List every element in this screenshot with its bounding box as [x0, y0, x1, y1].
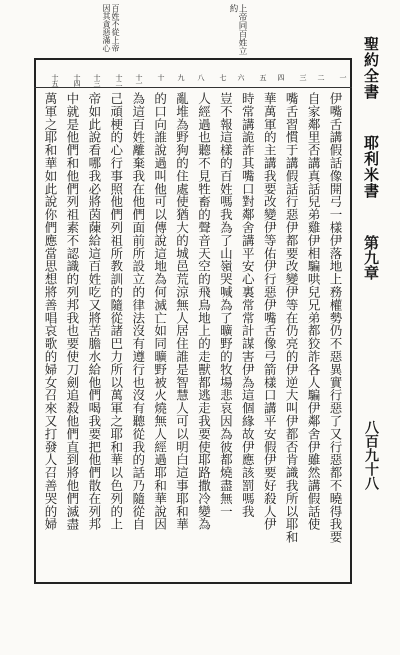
line-number: 十	[157, 74, 165, 80]
line-number: 六	[237, 74, 245, 80]
text-column: 時常講詭詐其嘴口對鄰舍講平安心裏常常計謀害伊為這個緣故伊應該罰嗎我	[240, 92, 256, 518]
text-column: 華萬軍的主講我要改變伊等佑伊行惡伊嘴舌像弓箭樣口講平安假伊要好殺人伊	[262, 92, 278, 531]
text-column: 帝如此說看哪我必將茵蔯給這百姓吃又將苦膽水給他們喝我要把他們散在列邦	[86, 92, 102, 531]
line-number: 四	[277, 74, 285, 80]
text-column: 自家鄰里否講真話兒弟雞伊相騙哄兒兄弟都狡詐各人騙伊鄰舍伊雖然講假話使	[306, 92, 322, 531]
chapter-label: 第九章	[362, 235, 380, 280]
line-number: 一	[339, 74, 347, 80]
header-note-covenant: 上帝同百姓立約	[228, 4, 247, 55]
page-number: 八百九十八	[363, 420, 379, 490]
line-number: 十五	[51, 74, 59, 86]
text-column: 萬軍之耶和華如此說你們應當思想將善唱哀歌的婦女召來又打發人召善哭的婦	[43, 92, 58, 531]
line-number: 三	[299, 74, 307, 80]
text-column: 亂堆為野狗的住處使猶大的城邑荒涼無人居住誰是智慧人可以明白這事耶和華	[174, 92, 190, 531]
line-number: 七	[219, 74, 227, 80]
line-number: 五	[259, 74, 267, 80]
line-number: 二	[317, 74, 325, 80]
book-title: 聖約全書	[362, 36, 380, 100]
text-column: 的口向誰說過叫他可以傳說這地為何滅亡如同曠野被火燒無人經過耶和華說因	[152, 92, 168, 531]
text-column: 豈不報這樣的百姓嗎我為了山嶺哭喊為了曠野的牧場悲哀因為彼都燒盡無一	[218, 92, 234, 518]
line-number: 十三	[93, 74, 101, 86]
line-number: 九	[177, 74, 185, 80]
text-column: 為這百姓離棄我在他們面前所設立的律法沒有遵行也沒有聽從我的話乃隨從自	[130, 92, 146, 531]
text-column: 中就是他們和他們列祖素不認識的列邦我也要使刀劍追殺他們直到將他們滅盡	[64, 92, 80, 531]
text-column: 人經過也聽不見牲畜的聲音天空的飛鳥地上的走獸都逃走我要使耶路撒冷變為	[196, 92, 212, 531]
line-number: 十二	[115, 74, 123, 86]
text-column: 伊嘴舌講假話像開弓一樣伊落地上務權勢仍不惡異實行惡了又行惡都不曉得我要	[327, 92, 343, 544]
header-note-people: 百姓不從上帝因其貪惡滿心	[102, 4, 120, 52]
text-column: 嘴舌習慣于講假話行惡伊都要改變伊等在仍亮的伊逆大叫伊都否肯識我所以耶和	[284, 92, 300, 544]
line-number: 十四	[73, 74, 81, 86]
text-column: 己頑梗的心行事照他們列祖所教訓的隨從諸巴力所以萬軍之耶和華以色列的上	[108, 92, 124, 531]
text-body	[40, 92, 346, 578]
line-number: 十一	[135, 74, 143, 86]
book-volume: 耶利米書	[362, 135, 380, 199]
line-number: 八	[197, 74, 205, 80]
